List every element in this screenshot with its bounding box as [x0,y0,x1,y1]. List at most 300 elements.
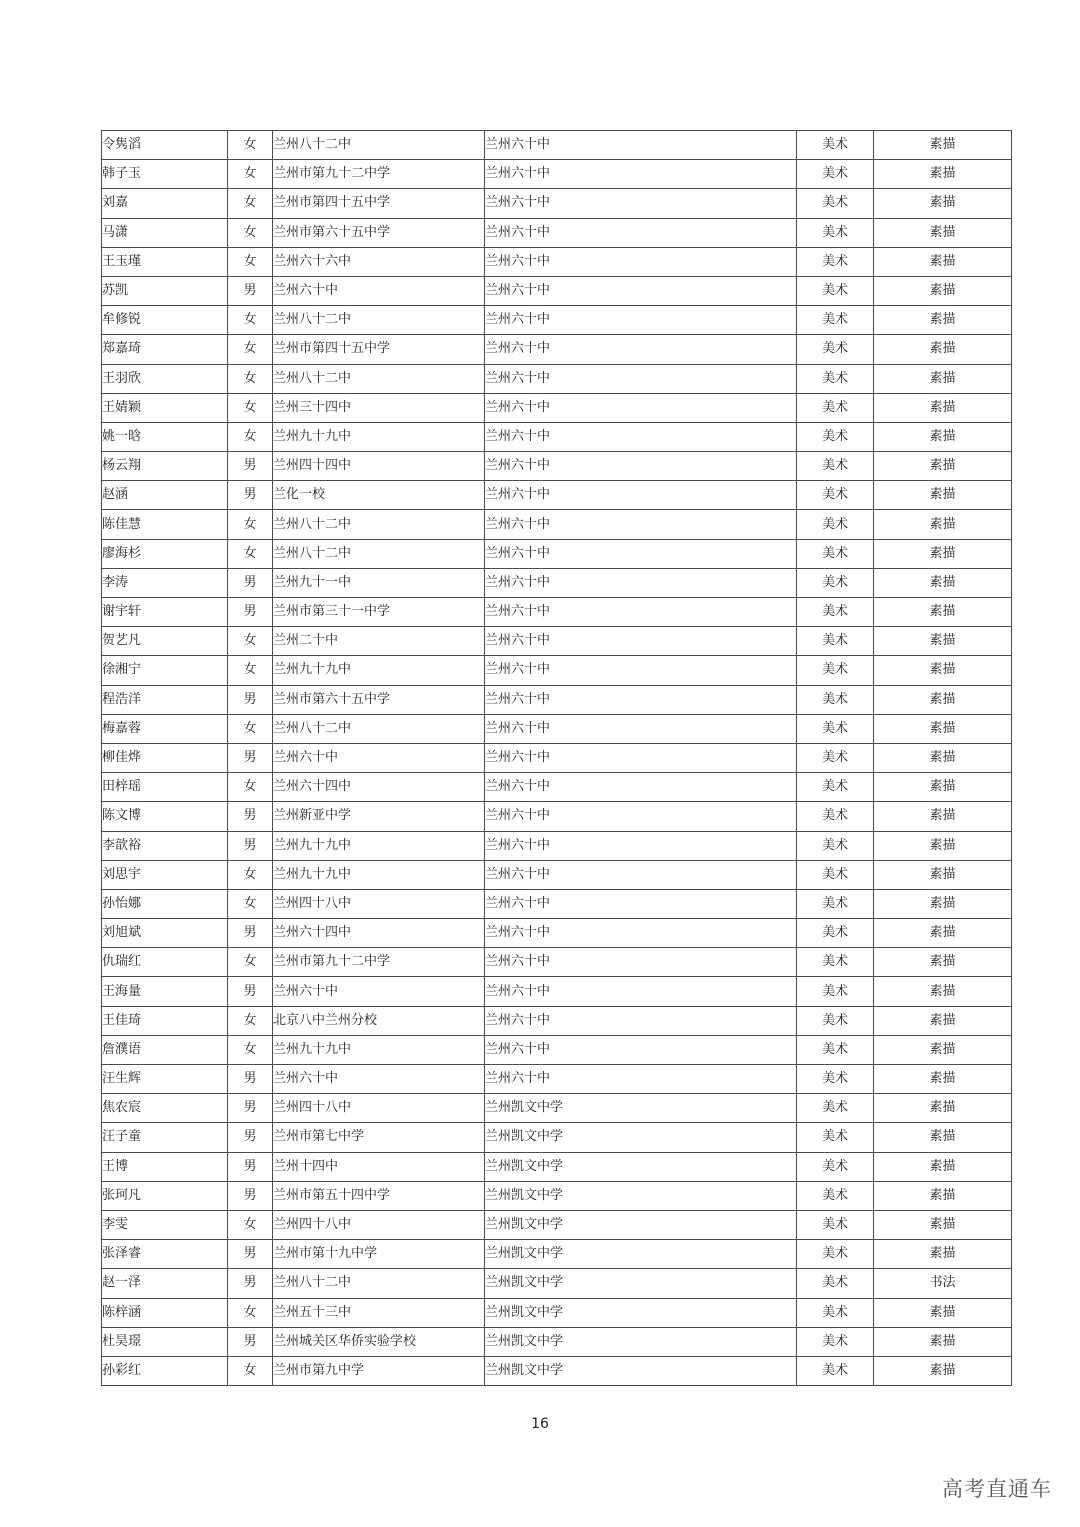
gender-cell: 男 [228,977,273,1006]
subject-cell: 素描 [874,452,1012,481]
student-name-cell: 李歆裕 [102,831,228,860]
table-row [102,977,1012,1006]
gender-cell: 男 [228,598,273,627]
origin-school-cell: 兰州九十九中 [273,656,485,685]
subject-cell: 素描 [874,1006,1012,1035]
origin-school-cell: 兰州六十中 [273,276,485,305]
gender-cell: 女 [228,539,273,568]
category-cell: 美术 [797,1210,874,1239]
category-cell: 美术 [797,1356,874,1385]
subject-cell: 素描 [874,393,1012,422]
admitted-school-cell: 兰州六十中 [485,948,797,977]
page-number: 16 [531,1416,549,1432]
subject-cell: 素描 [874,218,1012,247]
gender-cell: 男 [228,919,273,948]
category-cell: 美术 [797,568,874,597]
gender-cell: 女 [228,1006,273,1035]
category-cell: 美术 [797,452,874,481]
admitted-school-cell: 兰州六十中 [485,131,797,160]
subject-cell: 素描 [874,1181,1012,1210]
admitted-school-cell: 兰州六十中 [485,743,797,772]
student-name-cell: 汪子童 [102,1123,228,1152]
origin-school-cell: 兰州六十中 [273,1065,485,1094]
origin-school-cell: 兰州二十中 [273,627,485,656]
category-cell: 美术 [797,1006,874,1035]
admitted-school-cell: 兰州六十中 [485,1065,797,1094]
subject-cell: 素描 [874,714,1012,743]
gender-cell: 男 [228,1094,273,1123]
origin-school-cell: 兰州八十二中 [273,539,485,568]
category-cell: 美术 [797,656,874,685]
category-cell: 美术 [797,1152,874,1181]
category-cell: 美术 [797,889,874,918]
origin-school-cell: 兰州八十二中 [273,714,485,743]
admitted-school-cell: 兰州六十中 [485,568,797,597]
category-cell: 美术 [797,510,874,539]
origin-school-cell: 兰化一校 [273,481,485,510]
origin-school-cell: 兰州九十九中 [273,1035,485,1064]
subject-cell: 素描 [874,773,1012,802]
admitted-school-cell: 兰州六十中 [485,481,797,510]
student-name-cell: 刘思宇 [102,860,228,889]
admitted-school-cell: 兰州六十中 [485,306,797,335]
gender-cell: 女 [228,627,273,656]
gender-cell: 男 [228,1065,273,1094]
gender-cell: 女 [228,422,273,451]
gender-cell: 女 [228,160,273,189]
student-roster-table [101,130,1012,1386]
admitted-school-cell: 兰州六十中 [485,627,797,656]
category-cell: 美术 [797,598,874,627]
origin-school-cell: 兰州九十九中 [273,831,485,860]
category-cell: 美术 [797,539,874,568]
subject-cell: 素描 [874,831,1012,860]
table-row [102,422,1012,451]
student-name-cell: 程浩洋 [102,685,228,714]
student-name-cell: 韩子玉 [102,160,228,189]
gender-cell: 男 [228,1152,273,1181]
origin-school-cell: 兰州六十中 [273,977,485,1006]
student-name-cell: 苏凯 [102,276,228,305]
student-name-cell: 田梓瑶 [102,773,228,802]
table-row [102,452,1012,481]
student-name-cell: 陈梓涵 [102,1298,228,1327]
origin-school-cell: 兰州市第四十五中学 [273,335,485,364]
subject-cell: 素描 [874,977,1012,1006]
gender-cell: 女 [228,714,273,743]
subject-cell: 素描 [874,510,1012,539]
origin-school-cell: 兰州六十四中 [273,773,485,802]
student-name-cell: 王羽欣 [102,364,228,393]
subject-cell: 素描 [874,1152,1012,1181]
subject-cell: 素描 [874,802,1012,831]
origin-school-cell: 兰州六十六中 [273,247,485,276]
subject-cell: 素描 [874,306,1012,335]
student-name-cell: 张珂凡 [102,1181,228,1210]
origin-school-cell: 兰州九十九中 [273,422,485,451]
origin-school-cell: 兰州四十八中 [273,889,485,918]
origin-school-cell: 兰州市第五十四中学 [273,1181,485,1210]
category-cell: 美术 [797,685,874,714]
admitted-school-cell: 兰州六十中 [485,276,797,305]
category-cell: 美术 [797,276,874,305]
subject-cell: 素描 [874,160,1012,189]
category-cell: 美术 [797,1094,874,1123]
admitted-school-cell: 兰州六十中 [485,831,797,860]
admitted-school-cell: 兰州凯文中学 [485,1181,797,1210]
student-name-cell: 柳佳烨 [102,743,228,772]
admitted-school-cell: 兰州六十中 [485,218,797,247]
admitted-school-cell: 兰州六十中 [485,598,797,627]
student-name-cell: 徐湘宁 [102,656,228,685]
subject-cell: 素描 [874,131,1012,160]
admitted-school-cell: 兰州六十中 [485,773,797,802]
gender-cell: 女 [228,364,273,393]
category-cell: 美术 [797,1065,874,1094]
gender-cell: 男 [228,481,273,510]
table-row [102,510,1012,539]
origin-school-cell: 兰州八十二中 [273,510,485,539]
subject-cell: 书法 [874,1269,1012,1298]
table-row [102,218,1012,247]
subject-cell: 素描 [874,598,1012,627]
table-row [102,131,1012,160]
gender-cell: 女 [228,860,273,889]
student-name-cell: 陈佳慧 [102,510,228,539]
student-name-cell: 刘旭斌 [102,919,228,948]
origin-school-cell: 兰州九十一中 [273,568,485,597]
table-row [102,598,1012,627]
origin-school-cell: 兰州四十八中 [273,1210,485,1239]
gender-cell: 女 [228,306,273,335]
category-cell: 美术 [797,1035,874,1064]
subject-cell: 素描 [874,919,1012,948]
student-name-cell: 李雯 [102,1210,228,1239]
gender-cell: 男 [228,1181,273,1210]
subject-cell: 素描 [874,422,1012,451]
subject-cell: 素描 [874,481,1012,510]
origin-school-cell: 兰州市第九十二中学 [273,948,485,977]
gender-cell: 女 [228,393,273,422]
origin-school-cell: 兰州八十二中 [273,1269,485,1298]
table-row [102,189,1012,218]
student-name-cell: 梅嘉蓉 [102,714,228,743]
admitted-school-cell: 兰州六十中 [485,452,797,481]
student-name-cell: 汪生辉 [102,1065,228,1094]
admitted-school-cell: 兰州六十中 [485,919,797,948]
table-row [102,948,1012,977]
origin-school-cell: 兰州六十四中 [273,919,485,948]
admitted-school-cell: 兰州六十中 [485,422,797,451]
student-name-cell: 赵一泽 [102,1269,228,1298]
subject-cell: 素描 [874,539,1012,568]
category-cell: 美术 [797,218,874,247]
student-name-cell: 廖海杉 [102,539,228,568]
origin-school-cell: 兰州八十二中 [273,364,485,393]
gender-cell: 男 [228,1123,273,1152]
table-row [102,1035,1012,1064]
table-row [102,714,1012,743]
origin-school-cell: 兰州市第十九中学 [273,1240,485,1269]
student-name-cell: 杜昊璟 [102,1327,228,1356]
table-row [102,1181,1012,1210]
origin-school-cell: 兰州市第九十二中学 [273,160,485,189]
gender-cell: 女 [228,773,273,802]
table-row [102,306,1012,335]
category-cell: 美术 [797,131,874,160]
origin-school-cell: 兰州市第七中学 [273,1123,485,1152]
subject-cell: 素描 [874,1298,1012,1327]
gender-cell: 女 [228,247,273,276]
category-cell: 美术 [797,306,874,335]
origin-school-cell: 北京八中兰州分校 [273,1006,485,1035]
admitted-school-cell: 兰州六十中 [485,539,797,568]
table-row [102,160,1012,189]
table-row [102,1356,1012,1385]
gender-cell: 男 [228,1269,273,1298]
table-row [102,831,1012,860]
subject-cell: 素描 [874,948,1012,977]
admitted-school-cell: 兰州凯文中学 [485,1298,797,1327]
subject-cell: 素描 [874,189,1012,218]
student-name-cell: 王博 [102,1152,228,1181]
student-name-cell: 王婧颖 [102,393,228,422]
subject-cell: 素描 [874,889,1012,918]
subject-cell: 素描 [874,685,1012,714]
category-cell: 美术 [797,1181,874,1210]
category-cell: 美术 [797,1327,874,1356]
subject-cell: 素描 [874,247,1012,276]
origin-school-cell: 兰州市第九中学 [273,1356,485,1385]
gender-cell: 女 [228,335,273,364]
student-name-cell: 仇瑞红 [102,948,228,977]
admitted-school-cell: 兰州六十中 [485,1035,797,1064]
category-cell: 美术 [797,1269,874,1298]
category-cell: 美术 [797,802,874,831]
gender-cell: 女 [228,1035,273,1064]
table-row [102,1210,1012,1239]
subject-cell: 素描 [874,743,1012,772]
student-name-cell: 孙怡娜 [102,889,228,918]
table-row [102,860,1012,889]
origin-school-cell: 兰州市第三十一中学 [273,598,485,627]
admitted-school-cell: 兰州凯文中学 [485,1356,797,1385]
subject-cell: 素描 [874,568,1012,597]
origin-school-cell: 兰州市第六十五中学 [273,685,485,714]
table-row [102,1240,1012,1269]
subject-cell: 素描 [874,1094,1012,1123]
category-cell: 美术 [797,977,874,1006]
watermark-text: 高考直通车 [942,1477,1052,1501]
admitted-school-cell: 兰州六十中 [485,889,797,918]
roster-body [102,131,1012,1386]
admitted-school-cell: 兰州凯文中学 [485,1210,797,1239]
table-row [102,1152,1012,1181]
table-row [102,889,1012,918]
subject-cell: 素描 [874,1035,1012,1064]
gender-cell: 女 [228,1298,273,1327]
gender-cell: 男 [228,1327,273,1356]
origin-school-cell: 兰州五十三中 [273,1298,485,1327]
category-cell: 美术 [797,481,874,510]
table-row [102,1123,1012,1152]
origin-school-cell: 兰州新亚中学 [273,802,485,831]
table-row [102,1269,1012,1298]
origin-school-cell: 兰州八十二中 [273,131,485,160]
category-cell: 美术 [797,919,874,948]
table-row [102,656,1012,685]
origin-school-cell: 兰州城关区华侨实验学校 [273,1327,485,1356]
category-cell: 美术 [797,335,874,364]
category-cell: 美术 [797,247,874,276]
subject-cell: 素描 [874,276,1012,305]
gender-cell: 女 [228,1356,273,1385]
admitted-school-cell: 兰州六十中 [485,160,797,189]
student-name-cell: 李涛 [102,568,228,597]
origin-school-cell: 兰州六十中 [273,743,485,772]
student-name-cell: 谢宇轩 [102,598,228,627]
subject-cell: 素描 [874,364,1012,393]
category-cell: 美术 [797,948,874,977]
subject-cell: 素描 [874,627,1012,656]
category-cell: 美术 [797,714,874,743]
category-cell: 美术 [797,160,874,189]
gender-cell: 女 [228,656,273,685]
gender-cell: 男 [228,802,273,831]
subject-cell: 素描 [874,1356,1012,1385]
origin-school-cell: 兰州市第四十五中学 [273,189,485,218]
student-name-cell: 王玉瑾 [102,247,228,276]
admitted-school-cell: 兰州凯文中学 [485,1269,797,1298]
admitted-school-cell: 兰州六十中 [485,860,797,889]
admitted-school-cell: 兰州六十中 [485,656,797,685]
category-cell: 美术 [797,189,874,218]
table-row [102,802,1012,831]
student-name-cell: 贺艺凡 [102,627,228,656]
table-row [102,393,1012,422]
table-row [102,481,1012,510]
gender-cell: 女 [228,510,273,539]
student-name-cell: 孙彩红 [102,1356,228,1385]
student-name-cell: 张泽睿 [102,1240,228,1269]
admitted-school-cell: 兰州凯文中学 [485,1094,797,1123]
admitted-school-cell: 兰州六十中 [485,685,797,714]
admitted-school-cell: 兰州六十中 [485,393,797,422]
origin-school-cell: 兰州八十二中 [273,306,485,335]
category-cell: 美术 [797,1123,874,1152]
gender-cell: 男 [228,1240,273,1269]
student-name-cell: 杨云翔 [102,452,228,481]
gender-cell: 男 [228,743,273,772]
origin-school-cell: 兰州九十九中 [273,860,485,889]
admitted-school-cell: 兰州六十中 [485,1006,797,1035]
subject-cell: 素描 [874,1065,1012,1094]
category-cell: 美术 [797,393,874,422]
student-name-cell: 詹濮语 [102,1035,228,1064]
table-row [102,1065,1012,1094]
admitted-school-cell: 兰州六十中 [485,189,797,218]
admitted-school-cell: 兰州六十中 [485,510,797,539]
category-cell: 美术 [797,831,874,860]
table-row [102,1094,1012,1123]
admitted-school-cell: 兰州凯文中学 [485,1240,797,1269]
gender-cell: 男 [228,685,273,714]
table-row [102,276,1012,305]
student-name-cell: 王佳琦 [102,1006,228,1035]
student-name-cell: 令隽滔 [102,131,228,160]
origin-school-cell: 兰州四十四中 [273,452,485,481]
subject-cell: 素描 [874,860,1012,889]
gender-cell: 男 [228,568,273,597]
subject-cell: 素描 [874,1210,1012,1239]
table-row [102,364,1012,393]
table-row [102,335,1012,364]
admitted-school-cell: 兰州六十中 [485,977,797,1006]
student-name-cell: 陈文博 [102,802,228,831]
gender-cell: 男 [228,452,273,481]
subject-cell: 素描 [874,656,1012,685]
category-cell: 美术 [797,860,874,889]
gender-cell: 女 [228,1210,273,1239]
admitted-school-cell: 兰州六十中 [485,364,797,393]
gender-cell: 女 [228,189,273,218]
gender-cell: 女 [228,218,273,247]
student-name-cell: 牟修锐 [102,306,228,335]
table-row [102,1298,1012,1327]
gender-cell: 女 [228,889,273,918]
origin-school-cell: 兰州市第六十五中学 [273,218,485,247]
admitted-school-cell: 兰州凯文中学 [485,1327,797,1356]
category-cell: 美术 [797,627,874,656]
student-name-cell: 赵涵 [102,481,228,510]
table-row [102,539,1012,568]
gender-cell: 男 [228,276,273,305]
category-cell: 美术 [797,1298,874,1327]
table-row [102,568,1012,597]
origin-school-cell: 兰州四十八中 [273,1094,485,1123]
gender-cell: 男 [228,831,273,860]
table-row [102,1006,1012,1035]
table-row [102,685,1012,714]
category-cell: 美术 [797,773,874,802]
admitted-school-cell: 兰州六十中 [485,335,797,364]
category-cell: 美术 [797,422,874,451]
table-row [102,247,1012,276]
category-cell: 美术 [797,743,874,772]
subject-cell: 素描 [874,335,1012,364]
admitted-school-cell: 兰州六十中 [485,714,797,743]
subject-cell: 素描 [874,1327,1012,1356]
student-name-cell: 王海量 [102,977,228,1006]
origin-school-cell: 兰州三十四中 [273,393,485,422]
student-name-cell: 姚一晗 [102,422,228,451]
table-row [102,773,1012,802]
admitted-school-cell: 兰州凯文中学 [485,1123,797,1152]
student-name-cell: 刘嘉 [102,189,228,218]
student-name-cell: 马潇 [102,218,228,247]
admitted-school-cell: 兰州六十中 [485,247,797,276]
origin-school-cell: 兰州十四中 [273,1152,485,1181]
category-cell: 美术 [797,364,874,393]
gender-cell: 女 [228,131,273,160]
table-row [102,743,1012,772]
table-row [102,919,1012,948]
subject-cell: 素描 [874,1240,1012,1269]
table-row [102,1327,1012,1356]
subject-cell: 素描 [874,1123,1012,1152]
admitted-school-cell: 兰州六十中 [485,802,797,831]
admitted-school-cell: 兰州凯文中学 [485,1152,797,1181]
